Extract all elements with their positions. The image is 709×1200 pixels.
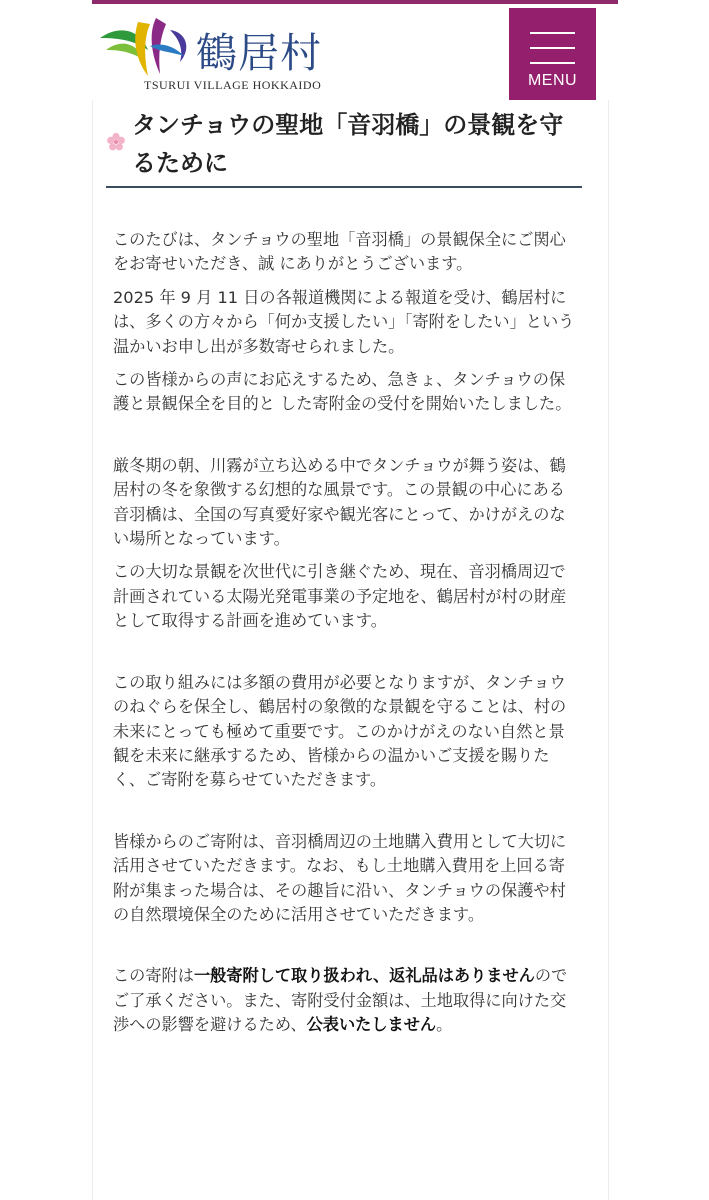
sakura-flower-icon [106,132,126,152]
page-margin-right [608,0,709,1200]
article-paragraph: 厳冬期の朝、川霧が立ち込める中でタンチョウが舞う姿は、鶴居村の冬を象徴する幻想的な風景です。この景観の中心にある音羽橋は、全国の写真愛好家や観光客にとって、かけがえのない場所となっています。 [113,455,566,549]
logo-title: 鶴居村 [196,29,322,77]
article-paragraph: 2025 年 9 月 11 日の各報道機関による報道を受け、鶴居村には、多くの方々から「何か支援したい」「寄附をしたい」という温かいお申し出が多数寄せられました。 [113,287,575,356]
article-paragraph: 皆様からのご寄附は、音羽橋周辺の土地購入費用として大切に活用させていただきます。なお、もし土地購入費用を上回る寄附が集まった場合は、その趣旨に沿い、タンチョウの保護や村の自然環境保全のために活用させていただきます。 [113,831,567,924]
article-paragraph: このたびは、タンチョウの聖地「音羽橋」の景観保全にご関心をお寄せいただき、誠 にありがとうございます。 [113,230,566,274]
notice-text: この寄附は [113,966,194,986]
article-paragraph: この大切な景観を次世代に引き継ぐため、現在、音羽橋周辺で計画されている太陽光発電事業の予定地を、鶴居村が村の財産として取得する計画を進めています。 [113,562,567,631]
menu-label: MENU [527,72,578,89]
hamburger-icon-bar [530,32,575,34]
notice-bold-text: 公表いたしません [306,1015,437,1035]
article-paragraph: この取り組みには多額の費用が必要となりますが、タンチョウのねぐらを保全し、鶴居村の象徴的な景観を守ることは、村の未来にとっても極めて重要です。このかけがえのない自然と景観を未来に継承するため、皆様からの温かいご支援を賜りたく、ご寄附を募らせていただきます。 [113,672,567,790]
crane-logo-icon [98,16,194,78]
notice-text: 。 [436,1015,453,1035]
page-title-block [106,104,582,188]
hamburger-icon-bar [530,47,575,49]
article-body [113,228,579,1047]
notice-text: のでご了承ください。また、寄附受付金額は、土地取得に向けた交渉への影響を避けるため、 [113,966,568,1035]
logo-subtitle: TSURUI VILLAGE HOKKAIDO [144,78,322,92]
hamburger-icon-bar [530,62,575,64]
notice-bold-text: 一般寄附して取り扱われ、返礼品はありません [193,966,535,986]
village-logo[interactable] [98,12,358,94]
article-paragraph: この皆様からの声にお応えするため、急きょ、タンチョウの保護と景観保全を目的と した寄附金の受付を開始いたしました。 [113,370,572,414]
menu-button[interactable] [509,8,596,100]
article-paragraph-notice [113,964,579,1037]
page-title: タンチョウの聖地「音羽橋」の景観を守るために [132,111,564,177]
site-header [92,0,618,100]
page-margin-left [0,0,93,1200]
